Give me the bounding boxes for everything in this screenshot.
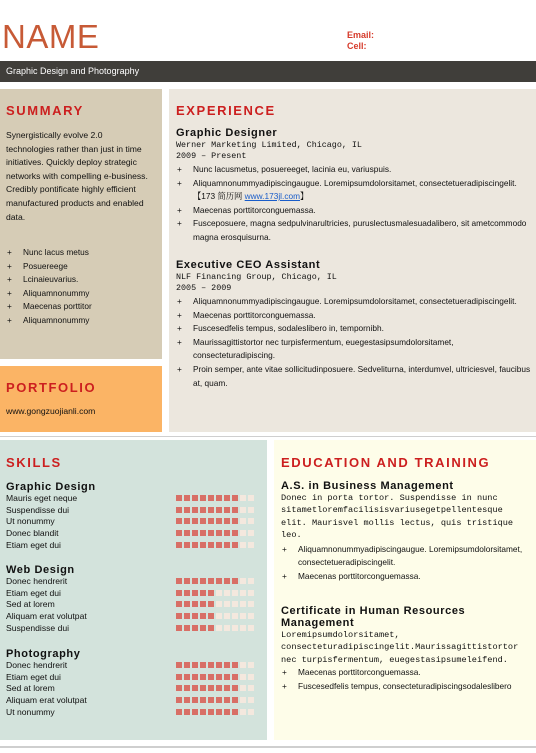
education-title: Certificate in Human Resources Management xyxy=(281,605,466,629)
list-item: + Lcinaieuvarius. xyxy=(6,273,156,287)
skill-cell-filled xyxy=(176,697,182,703)
skill-cell-empty xyxy=(224,613,230,619)
skill-row: Sed at lorem xyxy=(6,683,261,695)
job-dates: 2009 – Present xyxy=(176,151,247,161)
tagline-band xyxy=(0,61,536,82)
skill-cell-filled xyxy=(184,674,190,680)
skill-cell-empty xyxy=(248,709,254,715)
skill-cell-empty xyxy=(248,613,254,619)
skill-cell-empty xyxy=(240,709,246,715)
skill-row: Etiam eget dui xyxy=(6,672,261,684)
skill-cell-filled xyxy=(200,601,206,607)
skill-cell-filled xyxy=(224,518,230,524)
skill-cell-filled xyxy=(224,542,230,548)
education-title: A.S. in Business Management xyxy=(281,480,454,492)
skill-cell-filled xyxy=(232,507,238,513)
skill-cell-filled xyxy=(208,674,214,680)
skill-cell-filled xyxy=(208,542,214,548)
skill-cell-empty xyxy=(240,495,246,501)
skill-cell-empty xyxy=(248,507,254,513)
list-item: + Nunc lacusmetus, posuereeget, lacinia eu, variuspuis. xyxy=(176,163,531,177)
skill-cell-filled xyxy=(232,662,238,668)
skill-cell-filled xyxy=(216,697,222,703)
skill-cell-empty xyxy=(240,542,246,548)
divider xyxy=(0,436,536,437)
skill-row: Sed at lorem xyxy=(6,599,261,611)
skill-cell-filled xyxy=(184,662,190,668)
skill-cell-filled xyxy=(184,507,190,513)
skill-cell-filled xyxy=(216,530,222,536)
job-title: Graphic Designer xyxy=(176,127,278,139)
skill-cell-filled xyxy=(192,674,198,680)
portfolio-url[interactable]: www.gongzuojianli.com xyxy=(6,406,96,416)
skill-cell-filled xyxy=(184,578,190,584)
skill-cell-filled xyxy=(208,578,214,584)
skill-cell-filled xyxy=(216,662,222,668)
skill-cell-empty xyxy=(248,495,254,501)
skill-cell-filled xyxy=(208,518,214,524)
job-entry xyxy=(176,259,531,390)
skill-cell-filled xyxy=(200,662,206,668)
skill-cell-filled xyxy=(208,601,214,607)
skill-cell-empty xyxy=(216,625,222,631)
skill-cell-filled xyxy=(224,507,230,513)
skill-cell-filled xyxy=(216,674,222,680)
skill-cell-filled xyxy=(208,590,214,596)
skill-group-title: Photography xyxy=(6,648,81,660)
skill-cell-empty xyxy=(248,601,254,607)
tagline: Graphic Design and Photography xyxy=(6,66,140,76)
skill-cell-filled xyxy=(224,530,230,536)
skill-cell-filled xyxy=(208,613,214,619)
skill-cell-filled xyxy=(192,601,198,607)
skill-group xyxy=(6,648,261,718)
skill-cell-filled xyxy=(200,674,206,680)
list-item: + Maecenas porttitorconguemassa. xyxy=(176,309,531,323)
skill-group xyxy=(6,564,261,634)
skill-cell-empty xyxy=(240,601,246,607)
skill-cell-filled xyxy=(200,625,206,631)
list-item: + Maurissagittistortor nec turpisfermentum, euegestasipsumdolorsitamet, consecteturadipiscing. xyxy=(176,336,531,363)
skill-cell-filled xyxy=(176,495,182,501)
experience-heading: EXPERIENCE xyxy=(176,103,276,118)
skill-cell-empty xyxy=(240,590,246,596)
skill-cell-filled xyxy=(176,613,182,619)
skill-cell-empty xyxy=(232,590,238,596)
skill-cell-filled xyxy=(176,518,182,524)
skill-cell-filled xyxy=(216,542,222,548)
education-entry xyxy=(281,605,531,693)
job-entry xyxy=(176,127,531,245)
skill-row: Aliquam erat volutpat xyxy=(6,695,261,707)
skill-row: Etiam eget dui xyxy=(6,588,261,600)
skill-cell-filled xyxy=(232,518,238,524)
skill-row: Mauris eget neque xyxy=(6,493,261,505)
skill-cell-filled xyxy=(224,578,230,584)
skill-cell-filled xyxy=(200,518,206,524)
skill-cell-filled xyxy=(184,625,190,631)
skill-cell-filled xyxy=(200,685,206,691)
skill-cell-filled xyxy=(192,530,198,536)
skill-cell-filled xyxy=(200,530,206,536)
skill-cell-filled xyxy=(176,601,182,607)
education-entry xyxy=(281,480,531,583)
skill-cell-filled xyxy=(232,530,238,536)
job-bullets xyxy=(176,295,531,390)
skill-cell-filled xyxy=(224,662,230,668)
skill-cell-empty xyxy=(240,578,246,584)
list-item: + Aliquamnonummy xyxy=(6,287,156,301)
list-item: + Aliquamnonummy xyxy=(6,314,156,328)
list-item: + Nunc lacus metus xyxy=(6,246,156,260)
skill-cell-filled xyxy=(208,495,214,501)
skill-row: Etiam eget dui xyxy=(6,540,261,552)
skill-cell-empty xyxy=(240,697,246,703)
skill-cell-filled xyxy=(232,697,238,703)
skill-cell-filled xyxy=(184,709,190,715)
skill-cell-filled xyxy=(200,542,206,548)
summary-heading: SUMMARY xyxy=(6,103,84,118)
skills-heading: SKILLS xyxy=(6,455,62,470)
skill-cell-empty xyxy=(224,590,230,596)
candidate-name: NAME xyxy=(2,18,100,55)
skill-cell-empty xyxy=(224,625,230,631)
skill-cell-filled xyxy=(184,601,190,607)
skill-cell-filled xyxy=(232,495,238,501)
skill-cell-filled xyxy=(176,674,182,680)
job-bullets xyxy=(176,163,531,245)
skill-row: Suspendisse dui xyxy=(6,505,261,517)
skill-group-title: Web Design xyxy=(6,564,75,576)
education-panel xyxy=(274,440,536,740)
list-item: + Maecenas porttitor xyxy=(6,300,156,314)
skill-cell-empty xyxy=(240,507,246,513)
skill-cell-filled xyxy=(232,578,238,584)
skill-cell-filled xyxy=(216,507,222,513)
skill-cell-filled xyxy=(208,685,214,691)
skill-cell-empty xyxy=(216,613,222,619)
summary-text: Synergistically evolve 2.0 technologies rather than just in time initiatives. Quickly deploy strategic networks with compelling e-business. Credibly pontificate highly efficient manufactured products and enabled data. xyxy=(6,130,148,222)
summary-bullets xyxy=(6,246,156,328)
skill-cell-filled xyxy=(232,674,238,680)
portfolio-heading: PORTFOLIO xyxy=(6,380,97,395)
skill-cell-filled xyxy=(192,495,198,501)
skill-cell-filled xyxy=(192,518,198,524)
skill-cell-empty xyxy=(248,542,254,548)
skill-cell-empty xyxy=(248,578,254,584)
link-173jl[interactable]: www.173jl.com xyxy=(244,191,300,202)
skill-cell-empty xyxy=(248,674,254,680)
skill-cell-filled xyxy=(224,709,230,715)
skill-cell-filled xyxy=(224,697,230,703)
skill-cell-filled xyxy=(208,662,214,668)
skill-cell-filled xyxy=(184,542,190,548)
skill-row: Ut nonummy xyxy=(6,516,261,528)
skill-cell-empty xyxy=(240,625,246,631)
skill-cell-filled xyxy=(192,709,198,715)
skill-cell-filled xyxy=(200,590,206,596)
skill-cell-empty xyxy=(232,601,238,607)
list-item: + Maecenas porttitorconguemassa. xyxy=(281,570,531,584)
skill-row: Donec hendrerit xyxy=(6,576,261,588)
skill-cell-filled xyxy=(176,530,182,536)
skill-cell-filled xyxy=(200,507,206,513)
skill-cell-filled xyxy=(216,495,222,501)
skill-cell-empty xyxy=(248,590,254,596)
bottom-rule xyxy=(0,746,536,748)
skill-cell-empty xyxy=(216,590,222,596)
list-item: + Maecenas porttitorconguemassa. xyxy=(281,666,531,680)
skill-row: Donec hendrerit xyxy=(6,660,261,672)
education-heading: EDUCATION AND TRAINING xyxy=(281,455,491,470)
skill-cell-filled xyxy=(192,662,198,668)
skill-cell-filled xyxy=(184,590,190,596)
skill-row: Ut nonummy xyxy=(6,707,261,719)
skill-cell-filled xyxy=(224,685,230,691)
skill-cell-filled xyxy=(192,697,198,703)
skill-cell-filled xyxy=(232,709,238,715)
skill-cell-filled xyxy=(192,578,198,584)
skill-cell-empty xyxy=(248,625,254,631)
skill-cell-filled xyxy=(176,685,182,691)
list-item: + Aliquamnonummyadipiscingaugue. Loremipsumdolorsitamet, consectetueradipiscingelit. xyxy=(281,543,531,570)
skill-cell-empty xyxy=(232,625,238,631)
job-title: Executive CEO Assistant xyxy=(176,259,321,271)
skill-cell-filled xyxy=(200,613,206,619)
skill-cell-filled xyxy=(176,625,182,631)
skill-cell-empty xyxy=(240,685,246,691)
skill-cell-filled xyxy=(192,625,198,631)
skill-cell-filled xyxy=(176,507,182,513)
education-body: Donec in porta tortor. Suspendisse in nunc sitametloremfacilisisvariusegetpellentesque elit. Maurisvel mollis lectus, quis tristique leo. xyxy=(281,493,514,541)
skill-cell-filled xyxy=(184,613,190,619)
skill-cell-filled xyxy=(176,709,182,715)
skill-row: Aliquam erat volutpat xyxy=(6,611,261,623)
skill-cell-filled xyxy=(200,578,206,584)
skill-cell-filled xyxy=(184,518,190,524)
skill-row: Suspendisse dui xyxy=(6,623,261,635)
skill-cell-empty xyxy=(240,613,246,619)
skill-cell-empty xyxy=(248,697,254,703)
list-item: + Fuscesedfelis tempus, sodaleslibero in, tempornibh. xyxy=(176,322,531,336)
skill-cell-empty xyxy=(224,601,230,607)
skill-cell-filled xyxy=(184,697,190,703)
skill-cell-filled xyxy=(184,685,190,691)
skill-cell-filled xyxy=(232,685,238,691)
list-item: + Aliquamnonummyadipiscingaugue. Loremipsumdolorsitamet, consectetueradipiscingelit. xyxy=(176,295,531,309)
skill-cell-filled xyxy=(176,542,182,548)
list-item: + Fusceposuere, magna sedpulvinarultricies, puruslectusmalesuadalibero, sit ametcommodo magna erosquisurna. xyxy=(176,217,531,244)
skill-cell-filled xyxy=(176,662,182,668)
job-dates: 2005 – 2009 xyxy=(176,283,232,293)
cell-label: Cell: xyxy=(347,41,367,51)
skill-cell-filled xyxy=(208,530,214,536)
list-item: + Maecenas porttitorconguemassa. xyxy=(176,204,531,218)
skill-cell-filled xyxy=(200,709,206,715)
skill-cell-filled xyxy=(208,709,214,715)
email-label: Email: xyxy=(347,30,375,40)
skill-cell-filled xyxy=(216,518,222,524)
skill-cell-empty xyxy=(248,518,254,524)
portfolio-panel xyxy=(0,366,162,432)
skill-cell-filled xyxy=(216,578,222,584)
skill-group xyxy=(6,481,261,551)
skill-cell-filled xyxy=(176,578,182,584)
skill-cell-filled xyxy=(232,542,238,548)
skill-row: Donec blandit xyxy=(6,528,261,540)
skill-cell-filled xyxy=(224,495,230,501)
skill-cell-filled xyxy=(216,709,222,715)
education-body: Loremipsumdolorsitamet, consecteturadipiscingelit.Maurissagittistortor nec turpisfermentum, euegestasipsumeleifend. xyxy=(281,630,519,665)
skill-cell-filled xyxy=(184,495,190,501)
skill-cell-filled xyxy=(176,590,182,596)
skill-cell-filled xyxy=(208,625,214,631)
list-item: + Proin semper, ante vitae sollicitudinposuere. Sedveliturna, interdumvel, ultriciesvel, faucibus at, quam. xyxy=(176,363,531,390)
skill-cell-filled xyxy=(192,613,198,619)
list-item: + Posuereege xyxy=(6,260,156,274)
list-item: + Fuscesedfelis tempus, consecteturadipiscingsodaleslibero xyxy=(281,680,531,694)
skill-cell-filled xyxy=(192,590,198,596)
experience-panel xyxy=(169,89,536,432)
skill-cell-empty xyxy=(232,613,238,619)
skill-cell-filled xyxy=(192,507,198,513)
list-item: + Aliquamnonummyadipiscingaugue. Loremipsumdolorsitamet, consectetueradipiscingelit.【173 简历网 www.173jl.com】 xyxy=(176,177,531,204)
education-bullets xyxy=(281,543,531,584)
skill-cell-empty xyxy=(240,674,246,680)
skill-cell-filled xyxy=(192,542,198,548)
skill-cell-empty xyxy=(240,662,246,668)
skill-group-title: Graphic Design xyxy=(6,481,96,493)
skill-cell-filled xyxy=(216,685,222,691)
skill-cell-filled xyxy=(208,697,214,703)
skill-cell-filled xyxy=(200,495,206,501)
skill-cell-empty xyxy=(248,685,254,691)
skill-cell-empty xyxy=(240,518,246,524)
skill-cell-empty xyxy=(240,530,246,536)
skills-panel xyxy=(0,440,267,740)
education-bullets xyxy=(281,666,531,693)
skill-cell-filled xyxy=(192,685,198,691)
skill-cell-empty xyxy=(248,530,254,536)
skill-cell-empty xyxy=(216,601,222,607)
job-company: Werner Marketing Limited, Chicago, IL xyxy=(176,140,362,150)
job-company: NLF Financing Group, Chicago, IL xyxy=(176,272,337,282)
skill-cell-empty xyxy=(248,662,254,668)
summary-panel xyxy=(0,89,162,359)
skill-cell-filled xyxy=(224,674,230,680)
skill-cell-filled xyxy=(184,530,190,536)
skill-cell-filled xyxy=(208,507,214,513)
skill-cell-filled xyxy=(200,697,206,703)
